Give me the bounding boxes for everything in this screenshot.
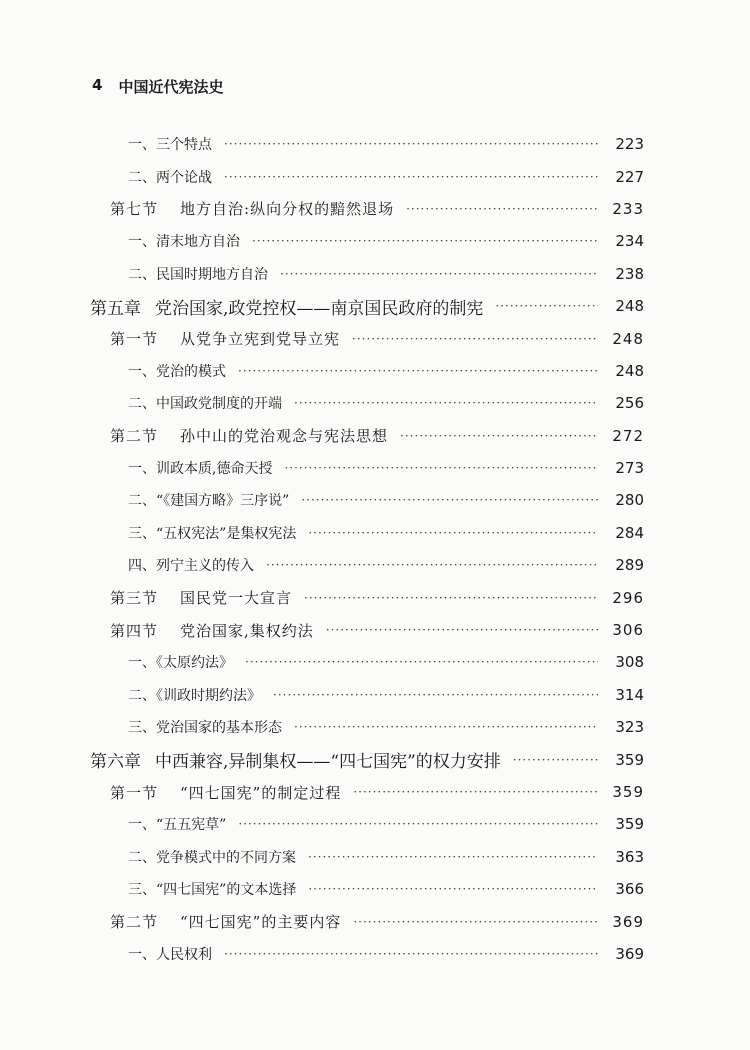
- toc-entry-item: [0, 873, 750, 905]
- toc-entry-text: “四七国宪”的制定过程: [180, 783, 342, 802]
- toc-entry-label: 第三节: [110, 589, 159, 608]
- dot-leader: [326, 624, 598, 636]
- toc-entry-section: [0, 905, 750, 937]
- toc-entry-page: 366: [615, 880, 644, 899]
- toc-entry-text: 一、三个特点: [128, 137, 212, 154]
- toc-entry-item: [0, 549, 750, 581]
- toc-entry-page: 359: [612, 783, 644, 801]
- dot-leader: [513, 754, 598, 766]
- toc-entry-title: [110, 620, 314, 641]
- dot-leader: [273, 689, 598, 701]
- toc-entry-page: 273: [615, 459, 644, 478]
- toc-entry-item: [0, 808, 750, 840]
- toc-entry-text: 一、《太原约法》: [128, 655, 233, 672]
- toc-entry-page: 306: [612, 621, 644, 640]
- toc-entry-title: [110, 198, 394, 219]
- toc-entry-section: [0, 322, 750, 354]
- toc-entry-text: “四七国宪”的主要内容: [180, 913, 342, 932]
- dot-leader: [308, 851, 598, 863]
- toc-entry-text: 中西兼容,异制集权——“四七国宪”的权力安排: [155, 752, 501, 773]
- toc-entry-page: 359: [615, 815, 644, 834]
- toc-entry-page: 363: [615, 847, 644, 866]
- toc-entry-title: [90, 747, 501, 772]
- toc-entry-text: 一、党治的模式: [128, 363, 226, 380]
- toc-entry-page: 238: [615, 264, 644, 283]
- toc-entry-title: [128, 652, 233, 672]
- toc-entry-page: 314: [615, 685, 644, 704]
- toc-entry-title: [128, 167, 212, 187]
- toc-entry-page: 248: [615, 361, 644, 380]
- toc-entry-page: 233: [612, 199, 644, 218]
- toc-entry-item: [0, 128, 750, 160]
- toc-entry-page: 248: [612, 329, 644, 348]
- toc-entry-title: [128, 523, 296, 543]
- toc-entry-text: 三、“五权宪法”是集权宪法: [128, 525, 297, 542]
- toc-entry-page: 289: [615, 556, 644, 575]
- toc-entry-text: 四、列宁主义的传入: [128, 558, 254, 575]
- toc-entry-chapter: [0, 290, 750, 322]
- toc-entry-page: 223: [615, 135, 644, 154]
- toc-entry-page: 308: [615, 653, 644, 672]
- toc-entry-title: [128, 879, 296, 899]
- dot-leader: [252, 235, 598, 247]
- toc-entry-text: 三、“四七国宪”的文本选择: [128, 882, 297, 899]
- dot-leader: [284, 462, 598, 474]
- dot-leader: [224, 171, 598, 183]
- dot-leader: [352, 333, 598, 345]
- toc-entry-title: [128, 555, 254, 575]
- toc-entry-title: [110, 328, 340, 349]
- toc-entry-text: 一、人民权利: [128, 946, 212, 963]
- toc-entry-label: 第六章: [90, 752, 141, 773]
- toc-entry-text: 国民党一大宣言: [180, 589, 293, 608]
- toc-entry-page: 369: [615, 944, 644, 963]
- toc-entry-text: 二、《训政时期约法》: [128, 687, 261, 704]
- toc-entry-label: 第一节: [110, 783, 159, 802]
- toc-entry-item: [0, 387, 750, 419]
- toc-entry-text: 三、党治国家的基本形态: [128, 720, 282, 737]
- dot-leader: [308, 527, 598, 539]
- toc-entry-page: 284: [615, 523, 644, 542]
- toc-entry-page: 359: [615, 750, 644, 769]
- toc-entry-label: 第七节: [110, 200, 159, 219]
- toc-entry-title: [128, 847, 296, 867]
- dot-leader: [294, 721, 598, 733]
- toc-entry-page: 369: [612, 912, 644, 931]
- dot-leader: [400, 430, 598, 442]
- toc-entry-text: 党治国家,政党控权——南京国民政府的制宪: [155, 298, 484, 319]
- toc-entry-section: [0, 614, 750, 646]
- toc-entry-section: [0, 581, 750, 613]
- toc-entry-title: [128, 361, 226, 381]
- dot-leader: [495, 300, 598, 312]
- toc-entry-text: 二、两个论战: [128, 169, 212, 186]
- toc-entry-title: [128, 944, 212, 964]
- toc-entry-page: 280: [615, 491, 644, 510]
- dot-leader: [238, 818, 598, 830]
- toc-entry-title: [110, 911, 341, 932]
- toc-entry-section: [0, 776, 750, 808]
- toc-entry-item: [0, 484, 750, 516]
- dot-leader: [224, 138, 598, 150]
- dot-leader: [280, 268, 598, 280]
- toc-entry-text: 地方自治:纵向分权的黯然退场: [180, 200, 395, 219]
- toc-entry-text: 二、党争模式中的不同方案: [128, 849, 296, 866]
- toc-entry-label: 第五章: [90, 298, 141, 319]
- toc-entry-item: [0, 646, 750, 678]
- toc-entry-title: [128, 685, 261, 705]
- toc-entry-title: [128, 458, 272, 478]
- toc-entry-item: [0, 160, 750, 192]
- toc-entry-label: 第二节: [110, 913, 159, 932]
- dot-leader: [245, 656, 598, 668]
- toc-entry-page: 256: [615, 394, 644, 413]
- toc-entry-text: 二、民国时期地方自治: [128, 266, 268, 283]
- toc-entry-item: [0, 711, 750, 743]
- toc-entry-item: [0, 517, 750, 549]
- toc-entry-title: [128, 134, 212, 154]
- toc-entry-text: 从党争立宪到党导立宪: [180, 330, 341, 349]
- toc-entry-text: 一、训政本质,德命天授: [128, 461, 273, 478]
- toc-entry-item: [0, 225, 750, 257]
- toc-entry-text: 二、中国政党制度的开端: [128, 396, 282, 413]
- dot-leader: [238, 365, 598, 377]
- toc-entry-item: [0, 938, 750, 970]
- toc-entry-item: [0, 355, 750, 387]
- toc-entry-title: [128, 490, 289, 510]
- toc-entry-title: [110, 782, 341, 803]
- toc-entry-title: [128, 264, 268, 284]
- toc-entry-title: [110, 425, 388, 446]
- toc-entry-page: 227: [615, 167, 644, 186]
- toc-entry-title: [128, 231, 240, 251]
- dot-leader: [353, 786, 598, 798]
- dot-leader: [353, 916, 598, 928]
- running-header: [92, 76, 223, 97]
- toc-entry-title: [110, 587, 292, 608]
- toc-entry-page: 323: [615, 718, 644, 737]
- toc-entry-text: 一、清末地方自治: [128, 234, 240, 251]
- toc-entry-text: 一、“五五宪草”: [128, 817, 227, 834]
- toc-entry-text: 二、“《建国方略》三序说”: [128, 493, 290, 510]
- toc-entry-title: [90, 294, 483, 319]
- toc-entry-page: 234: [615, 232, 644, 251]
- toc-entry-chapter: [0, 743, 750, 775]
- toc-entry-section: [0, 193, 750, 225]
- toc-entry-item: [0, 452, 750, 484]
- dot-leader: [406, 203, 598, 215]
- toc-entry-item: [0, 841, 750, 873]
- toc-entry-label: 第四节: [110, 621, 159, 640]
- toc-entry-text: 党治国家,集权约法: [180, 621, 314, 640]
- table-of-contents: [0, 128, 750, 970]
- toc-entry-item: [0, 258, 750, 290]
- page-number: 4: [92, 76, 103, 94]
- toc-entry-section: [0, 420, 750, 452]
- toc-entry-title: [128, 393, 282, 413]
- toc-entry-title: [128, 814, 226, 834]
- toc-entry-page: 272: [612, 426, 644, 445]
- toc-entry-label: 第二节: [110, 427, 159, 446]
- dot-leader: [301, 494, 598, 506]
- dot-leader: [224, 948, 598, 960]
- toc-entry-text: 孙中山的党治观念与宪法思想: [180, 427, 389, 446]
- toc-entry-page: 296: [612, 588, 644, 607]
- toc-entry-page: 248: [615, 297, 644, 316]
- dot-leader: [304, 592, 598, 604]
- dot-leader: [308, 883, 598, 895]
- toc-entry-item: [0, 679, 750, 711]
- toc-entry-label: 第一节: [110, 330, 159, 349]
- dot-leader: [294, 397, 598, 409]
- toc-entry-title: [128, 717, 282, 737]
- dot-leader: [266, 559, 598, 571]
- book-title: 中国近代宪法史: [118, 78, 224, 96]
